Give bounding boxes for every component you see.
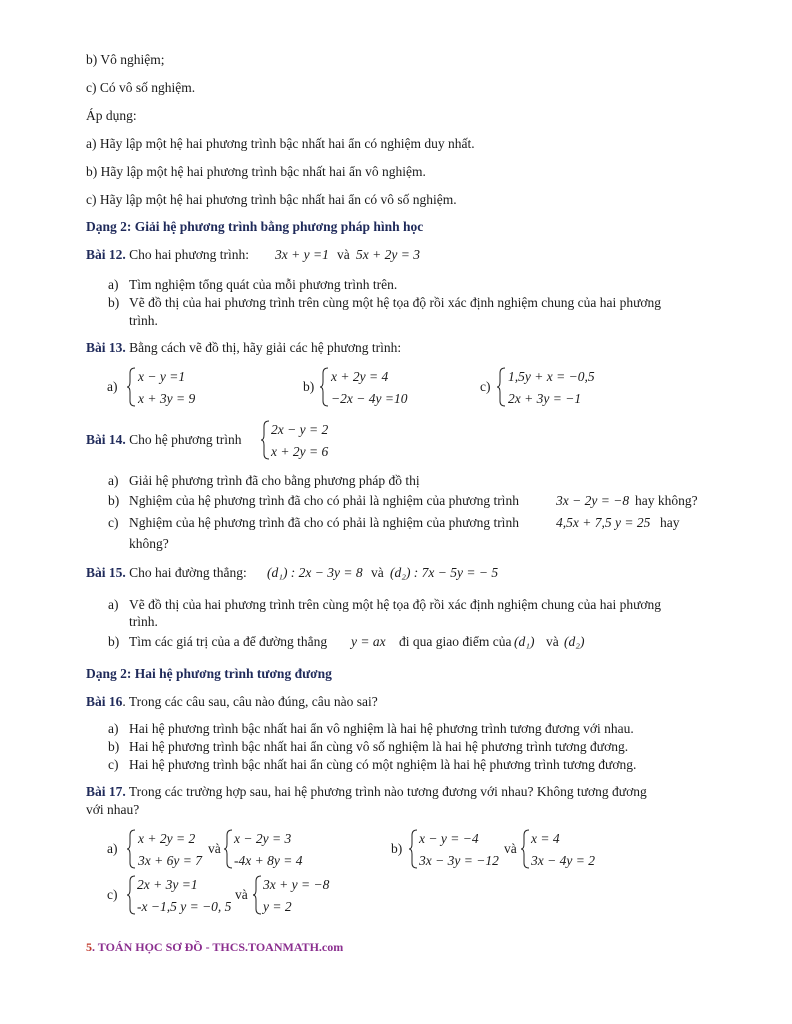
- bai16-a-marker: a): [108, 721, 119, 736]
- bai17-label: Bài 17.: [86, 784, 126, 799]
- bai12-a-text: Tìm nghiệm tổng quát của mỗi phương trình trên.: [129, 277, 398, 292]
- bai12-b-text-cont: trình.: [129, 313, 158, 328]
- bai17-c-s2-eq2: y = 2: [263, 899, 292, 914]
- bai15-label: Bài 15.: [86, 565, 126, 580]
- brace-icon: [261, 420, 271, 460]
- bai15-text: Cho hai đường thẳng:: [125, 565, 247, 580]
- section-heading-equivalent: Dạng 2: Hai hệ phương trình tương đương: [86, 666, 332, 681]
- bai17-a-marker: a): [107, 841, 118, 856]
- brace-icon: [497, 367, 507, 407]
- bai17-b-marker: b): [391, 841, 403, 856]
- brace-icon: [224, 829, 234, 869]
- brace-icon: [127, 829, 137, 869]
- bai15-b-text: Tìm các giá trị của a để đường thẳng: [129, 634, 328, 649]
- bai13-b-eq2: −2x − 4y =10: [331, 391, 408, 406]
- bai13-a-eq1: x − y =1: [138, 369, 186, 384]
- bai14-eq1: 2x − y = 2: [271, 422, 329, 437]
- brace-icon: [320, 367, 330, 407]
- bai12-va: và: [337, 247, 350, 262]
- bai13-c-eq1: 1,5y + x = −0,5: [508, 369, 595, 384]
- bai14-a-text: Giải hệ phương trình đã cho bằng phương pháp đồ thị: [129, 473, 420, 488]
- bai15-b-d1: (d₁): [514, 634, 535, 649]
- bai14-b-text: Nghiệm của hệ phương trình đã cho có phải là nghiệm của phương trình: [129, 493, 519, 508]
- bai16-text: . Trong các câu sau, câu nào đúng, câu nào sai?: [122, 694, 378, 709]
- bai17-c-s1-eq1: 2x + 3y =1: [137, 877, 198, 892]
- bai14-c-eq: 4,5x + 7,5 y = 25: [556, 515, 651, 530]
- page-footer: [86, 940, 343, 955]
- bai14-c-marker: c): [108, 515, 119, 530]
- bai15-d1: (d₁) : 2x − 3y = 8: [267, 565, 363, 580]
- apply-b: b) Hãy lập một hệ hai phương trình bậc nhất hai ẩn vô nghiệm.: [86, 164, 426, 179]
- bai12-line: [86, 247, 249, 263]
- bai17-text-cont: với nhau?: [86, 802, 140, 817]
- bai17-a-s2-eq1: x − 2y = 3: [234, 831, 292, 846]
- bai13-a-eq2: x + 3y = 9: [138, 391, 196, 406]
- apply-c: c) Hãy lập một hệ hai phương trình bậc nhất hai ẩn có vô số nghiệm.: [86, 192, 457, 207]
- bai13-c-marker: c): [480, 379, 491, 394]
- bai17-line: [86, 784, 647, 800]
- bai15-b-va: và: [546, 634, 559, 649]
- bai13-line: [86, 340, 401, 356]
- bai15-line: [86, 565, 247, 581]
- bai14-b-eq: 3x − 2y = −8: [556, 493, 630, 508]
- section-heading-geometry: Dạng 2: Giải hệ phương trình bằng phương pháp hình học: [86, 219, 424, 234]
- apply-label: Áp dụng:: [86, 108, 137, 123]
- bai14-text: Cho hệ phương trình: [125, 432, 242, 447]
- bai12-eq2: 5x + 2y = 3: [356, 247, 420, 262]
- bai16-b-text: Hai hệ phương trình bậc nhất hai ẩn cùng vô số nghiệm là hai hệ phương trình tương đương.: [129, 739, 629, 754]
- bai15-b-marker: b): [108, 634, 120, 649]
- bai14-c-text-cont: không?: [129, 536, 169, 551]
- bai17-a-va: và: [208, 841, 221, 856]
- bai17-b-s2-eq2: 3x − 4y = 2: [531, 853, 595, 868]
- bai15-b-d2: (d₂): [564, 634, 585, 649]
- bai12-a-marker: a): [108, 277, 119, 292]
- bai12-text: Cho hai phương trình:: [125, 247, 249, 262]
- brace-icon: [127, 367, 137, 407]
- intro-line-b: b) Vô nghiệm;: [86, 52, 165, 67]
- bai17-a-s1-eq2: 3x + 6y = 7: [138, 853, 202, 868]
- bai14-b-marker: b): [108, 493, 120, 508]
- bai16-b-marker: b): [108, 739, 120, 754]
- bai17-b-s1-eq2: 3x − 3y = −12: [419, 853, 499, 868]
- bai17-c-marker: c): [107, 887, 118, 902]
- bai17-c-s2-eq1: 3x + y = −8: [263, 877, 330, 892]
- bai14-c-tail: hay: [660, 515, 680, 530]
- bai12-label: Bài 12.: [86, 247, 126, 262]
- bai17-c-s1-eq2: -x −1,5 y = −0, 5: [137, 899, 232, 914]
- bai13-text: Bằng cách vẽ đồ thị, hãy giải các hệ phương trình:: [125, 340, 402, 355]
- bai17-b-va: và: [504, 841, 517, 856]
- bai12-b-marker: b): [108, 295, 120, 310]
- brace-icon: [521, 829, 531, 869]
- brace-icon: [409, 829, 419, 869]
- apply-a: a) Hãy lập một hệ hai phương trình bậc nhất hai ẩn có nghiệm duy nhất.: [86, 136, 475, 151]
- bai12-eq1: 3x + y =1: [275, 247, 329, 262]
- bai14-b-tail: hay không?: [635, 493, 698, 508]
- page-number: 5: [86, 940, 92, 954]
- bai17-a-s1-eq1: x + 2y = 2: [138, 831, 196, 846]
- bai17-b-s2-eq1: x = 4: [531, 831, 560, 846]
- bai14-c-text: Nghiệm của hệ phương trình đã cho có phải là nghiệm của phương trình: [129, 515, 519, 530]
- brace-icon: [253, 875, 263, 915]
- bai17-a-s2-eq2: -4x + 8y = 4: [234, 853, 303, 868]
- brace-icon: [127, 875, 137, 915]
- intro-line-c: c) Có vô số nghiệm.: [86, 80, 196, 95]
- bai13-label: Bài 13.: [86, 340, 126, 355]
- bai14-eq2: x + 2y = 6: [271, 444, 329, 459]
- bai16-c-marker: c): [108, 757, 119, 772]
- bai16-line: [86, 694, 378, 710]
- bai13-b-eq1: x + 2y = 4: [331, 369, 389, 384]
- bai17-text: Trong các trường hợp sau, hai hệ phương trình nào tương đương với nhau? Không tương đương: [125, 784, 647, 799]
- bai16-a-text: Hai hệ phương trình bậc nhất hai ẩn vô nghiệm là hai hệ phương trình tương đương với nhau.: [129, 721, 634, 736]
- bai13-b-marker: b): [303, 379, 315, 394]
- bai17-b-s1-eq1: x − y = −4: [419, 831, 479, 846]
- bai13-a-marker: a): [107, 379, 118, 394]
- bai15-a-text: Vẽ đồ thị của hai phương trình trên cùng một hệ tọa độ rồi xác định nghiệm chung của hai phương: [129, 597, 662, 612]
- bai12-b-text: Vẽ đồ thị của hai phương trình trên cùng một hệ tọa độ rồi xác định nghiệm chung của hai phương: [129, 295, 662, 310]
- bai15-va: và: [371, 565, 384, 580]
- bai15-a-text-cont: trình.: [129, 614, 158, 629]
- bai13-c-eq2: 2x + 3y = −1: [508, 391, 582, 406]
- bai14-a-marker: a): [108, 473, 119, 488]
- bai15-b-eq: y = ax: [351, 634, 386, 649]
- footer-text: . TOÁN HỌC SƠ ĐỒ - THCS.TOANMATH.com: [92, 940, 344, 954]
- bai16-label: Bài 16: [86, 694, 123, 709]
- bai14-line: [86, 432, 241, 448]
- bai14-label: Bài 14.: [86, 432, 126, 447]
- bai15-a-marker: a): [108, 597, 119, 612]
- bai15-b-mid: đi qua giao điểm của: [399, 634, 512, 649]
- bai15-d2: (d₂) : 7x − 5y = − 5: [390, 565, 499, 580]
- bai17-c-va: và: [235, 887, 248, 902]
- bai16-c-text: Hai hệ phương trình bậc nhất hai ẩn cùng có một nghiệm là hai hệ phương trình tương đương.: [129, 757, 637, 772]
